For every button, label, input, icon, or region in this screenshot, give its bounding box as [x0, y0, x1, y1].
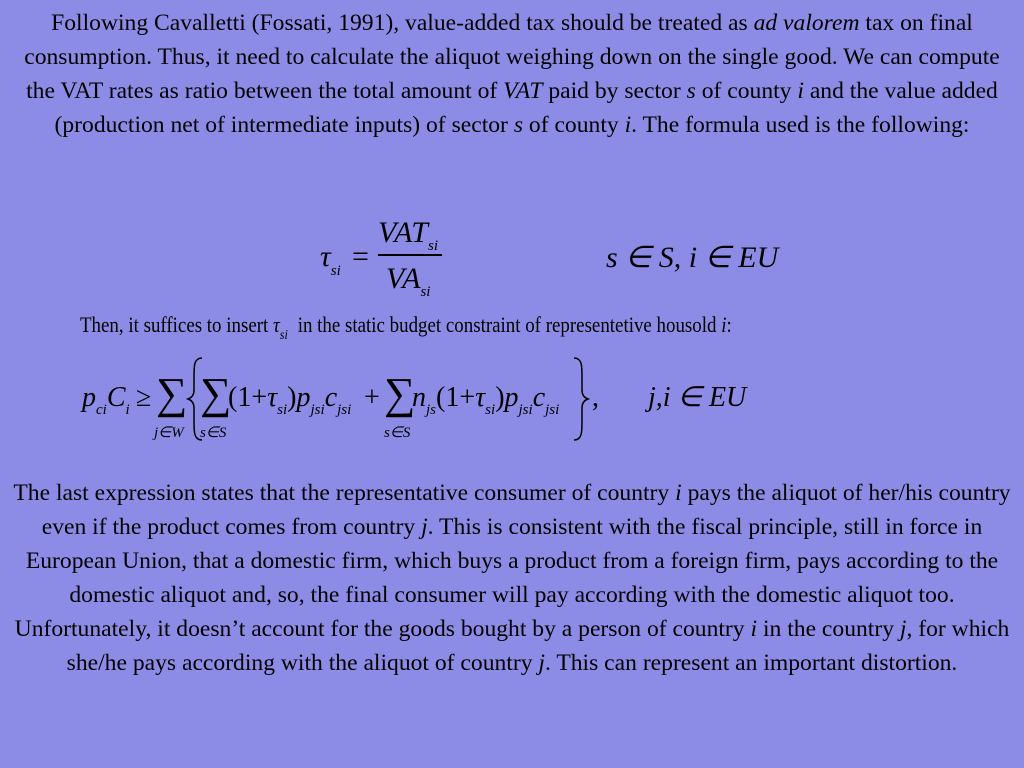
paragraph2-run: . This can represent an important distortion.	[544, 650, 958, 676]
paragraph1-run: paid by sector	[542, 78, 687, 104]
then-sentence	[80, 312, 732, 343]
paragraph2-run: j	[899, 616, 907, 642]
paragraph1-run: . The formula used is the following:	[631, 112, 970, 138]
paragraph1-run: tax on final consumption. Thus, it need to calculate the aliquot weighing down on the single good. We can compute the VAT rates as ratio between the total amount of	[24, 10, 1000, 104]
then_text-run: i	[721, 312, 727, 337]
then_text-run: Then, it suffices to insert	[80, 312, 274, 337]
right-brace	[572, 356, 590, 442]
paragraph1-run: s	[513, 112, 523, 138]
conclusion-paragraph	[12, 476, 1012, 680]
paragraph1-run: s	[686, 78, 696, 104]
paragraph1-run: of county	[523, 112, 625, 138]
paragraph2-run: j	[538, 650, 545, 676]
paragraph1-run: and the value added (production net of intermediate inputs) of sector	[54, 78, 998, 138]
paragraph2-run: . This is consistent with the fiscal principle, still in force in European Union, that a domestic firm, which buys a product from a foreign firm, pays according to the domestic aliquot and, so, the final consumer will pay according with the domestic aliquot too. Unfortunately, it doesn’t account for the goods bought by a person of country	[14, 514, 999, 642]
paragraph1-run: Following Cavalletti (Fossati, 1991), value-added tax should be treated as	[51, 10, 754, 36]
paragraph2-run: , for which she/he pays according with the aliquot of country	[66, 616, 1010, 676]
paragraph1-run: ad valorem	[753, 10, 860, 36]
formula1-condition: s ∈ S, i ∈ EU	[606, 241, 779, 274]
then_text-run: in the static budget constraint of representetive housold	[292, 312, 722, 337]
paragraph1-run: of county	[695, 78, 798, 104]
paragraph2-run: pays the aliquot of her/his country even if the product comes from country	[41, 480, 1011, 540]
paragraph1-run: VAT	[503, 78, 543, 104]
paragraph1-run: i	[624, 112, 632, 138]
paragraph2-run: The last expression states that the representative consumer of country	[13, 480, 676, 506]
paragraph2-run: in the country	[757, 616, 900, 642]
paragraph2-run: i	[750, 616, 758, 642]
then_text-run: τ	[273, 312, 280, 337]
intro-paragraph	[12, 6, 1012, 142]
paragraph1-run: i	[797, 78, 804, 104]
then_text-run: :	[726, 312, 732, 337]
paragraph2-run: j	[421, 514, 428, 540]
formula2-condition: j,i ∈ EU	[648, 382, 747, 413]
paragraph2-run: i	[675, 480, 682, 506]
then_text-run: si	[279, 328, 288, 343]
